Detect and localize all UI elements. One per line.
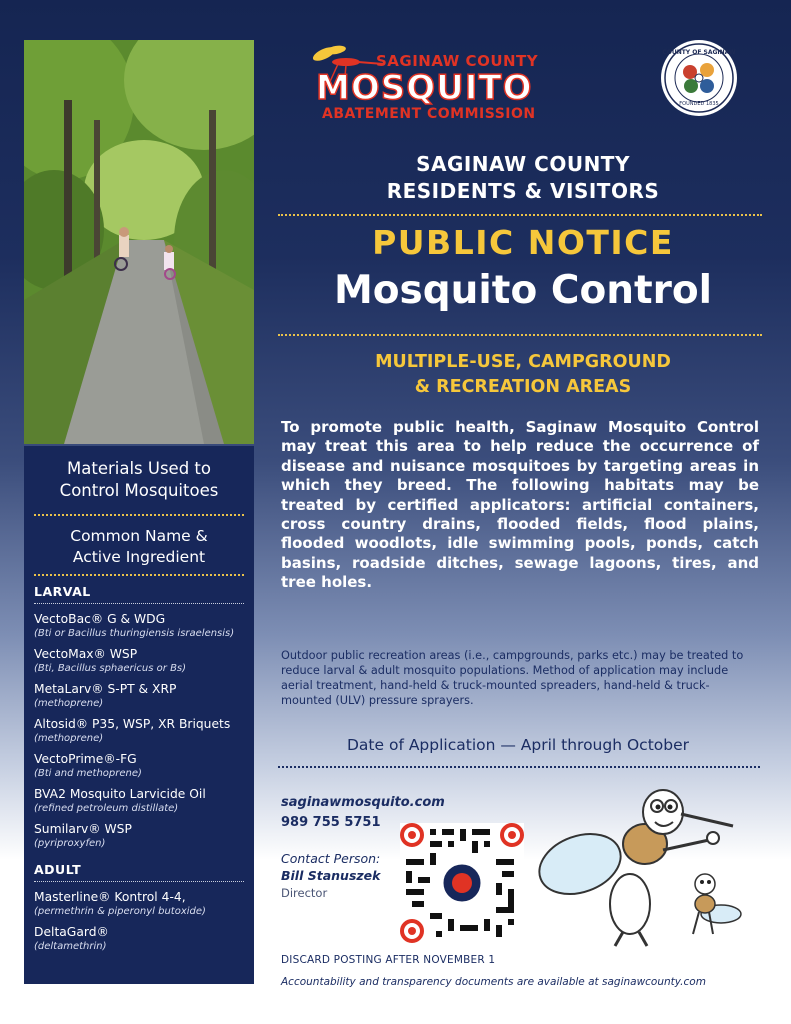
areas-line2: & RECREATION AREAS (414, 377, 632, 397)
sidebar-subtitle-line2: Active Ingredient (72, 548, 206, 566)
adult-heading: ADULT (34, 862, 82, 877)
material-name: DeltaGard® (34, 925, 109, 939)
areas-heading (280, 350, 766, 400)
trail-photo (24, 40, 254, 444)
mosquito-control-title: Mosquito Control (333, 268, 713, 313)
material-item (34, 890, 244, 918)
areas-line1: MULTIPLE-USE, CAMPGROUND (375, 352, 671, 372)
contact-role: Director (281, 886, 328, 900)
audience-line2: RESIDENTS & VISITORS (386, 179, 660, 203)
material-ingredient: (methoprene) (34, 698, 104, 709)
public-notice-heading: PUBLIC NOTICE (372, 223, 674, 262)
logo-commission-text: ABATEMENT COMMISSION (322, 106, 536, 122)
larval-rule (34, 603, 244, 604)
material-name: MetaLarv® S-PT & XRP (34, 682, 177, 696)
materials-list (24, 576, 254, 953)
outdoor-areas-text: Outdoor public recreation areas (i.e., campgrounds, parks etc.) may be treated to reduce larval & adult mosquito populations. Method of application may include aerial treatment, hand-held & truck-mounted spreaders, hand-held & truck-mounted (ULV) pressure sprayers. (281, 649, 744, 707)
material-name: VectoBac® G & WDG (34, 612, 166, 626)
main-body-text: To promote public health, Saginaw Mosquito Control may treat this area to help reduce the occurrence of disease and nuisance mosquitoes by targeting areas in which they breed. The following habitats may be treated by certified applicators: artificial containers, cross country drains, flooded fields, flood plains, flooded woodlots, idle swimming pools, ponds, catch basins, roadside ditches, sewage lagoons, tires, and tree holes. (281, 418, 759, 592)
material-name: VectoPrime®-FG (34, 752, 137, 766)
materials-sidebar (24, 446, 254, 984)
sidebar-title (24, 446, 254, 502)
audience-line1: SAGINAW COUNTY (416, 152, 630, 176)
material-item (34, 647, 244, 675)
material-item (34, 925, 244, 953)
material-item (34, 612, 244, 640)
qr-code-icon (400, 823, 524, 943)
mosquito-abatement-logo (306, 40, 592, 124)
larval-heading: LARVAL (34, 584, 91, 599)
seal-top-text: COUNTY OF SAGINAW (662, 49, 736, 56)
sidebar-title-line2: Control Mosquitoes (59, 481, 219, 500)
sidebar-subtitle-line1: Common Name & (70, 527, 208, 545)
logo-county-text: SAGINAW COUNTY (376, 52, 539, 70)
discard-notice: DISCARD POSTING AFTER NOVEMBER 1 (281, 954, 496, 966)
logo-mosquito-text: MOSQUITO (316, 68, 533, 108)
larval-items (34, 612, 244, 850)
material-ingredient: (Bti and methoprene) (34, 768, 142, 779)
sidebar-title-line1: Materials Used to (67, 459, 211, 478)
material-name: VectoMax® WSP (34, 647, 138, 661)
material-ingredient: (refined petroleum distillate) (34, 803, 179, 814)
material-name: BVA2 Mosquito Larvicide Oil (34, 787, 206, 801)
mosquito-mascot-illustration (535, 784, 747, 950)
material-ingredient: (deltamethrin) (34, 941, 107, 952)
material-ingredient: (pyriproxyfen) (34, 838, 106, 849)
sidebar-subtitle (24, 526, 254, 568)
material-name: Altosid® P35, WSP, XR Briquets (34, 717, 231, 731)
material-name: Sumilarv® WSP (34, 822, 132, 836)
qr-code (400, 823, 524, 943)
material-ingredient: (methoprene) (34, 733, 104, 744)
adult-rule (34, 881, 244, 882)
seal-bottom-text: FOUNDED 1835 (679, 101, 719, 107)
material-item (34, 752, 244, 780)
material-item (34, 682, 244, 710)
website-text: saginawmosquito.com (281, 795, 445, 810)
material-name: Masterline® Kontrol 4-4, (34, 890, 186, 904)
material-item (34, 787, 244, 815)
accountability-note: Accountability and transparency documents are available at saginawcounty.com (281, 976, 706, 988)
county-seal (661, 40, 737, 116)
material-ingredient: (Bti or Bacillus thuringiensis israelensis) (34, 628, 235, 639)
sidebar-divider (34, 514, 244, 516)
material-ingredient: (Bti, Bacillus sphaericus or Bs) (34, 663, 187, 674)
contact-label: Contact Person: (281, 851, 381, 866)
material-ingredient: (permethrin & piperonyl butoxide) (34, 906, 206, 917)
audience-heading (280, 151, 766, 205)
trail-photo-illustration (24, 40, 254, 444)
navy-dotted-rule (278, 766, 760, 768)
material-item (34, 717, 244, 745)
gold-dotted-rule (278, 334, 762, 336)
material-item (34, 822, 244, 850)
gold-dotted-rule (278, 214, 762, 216)
application-date: Date of Application — April through October (346, 736, 689, 754)
adult-items (34, 890, 244, 953)
contact-name: Bill Stanuszek (281, 868, 381, 883)
mosquito-mascot-icon (535, 784, 747, 950)
phone-text: 989 755 5751 (281, 815, 381, 830)
